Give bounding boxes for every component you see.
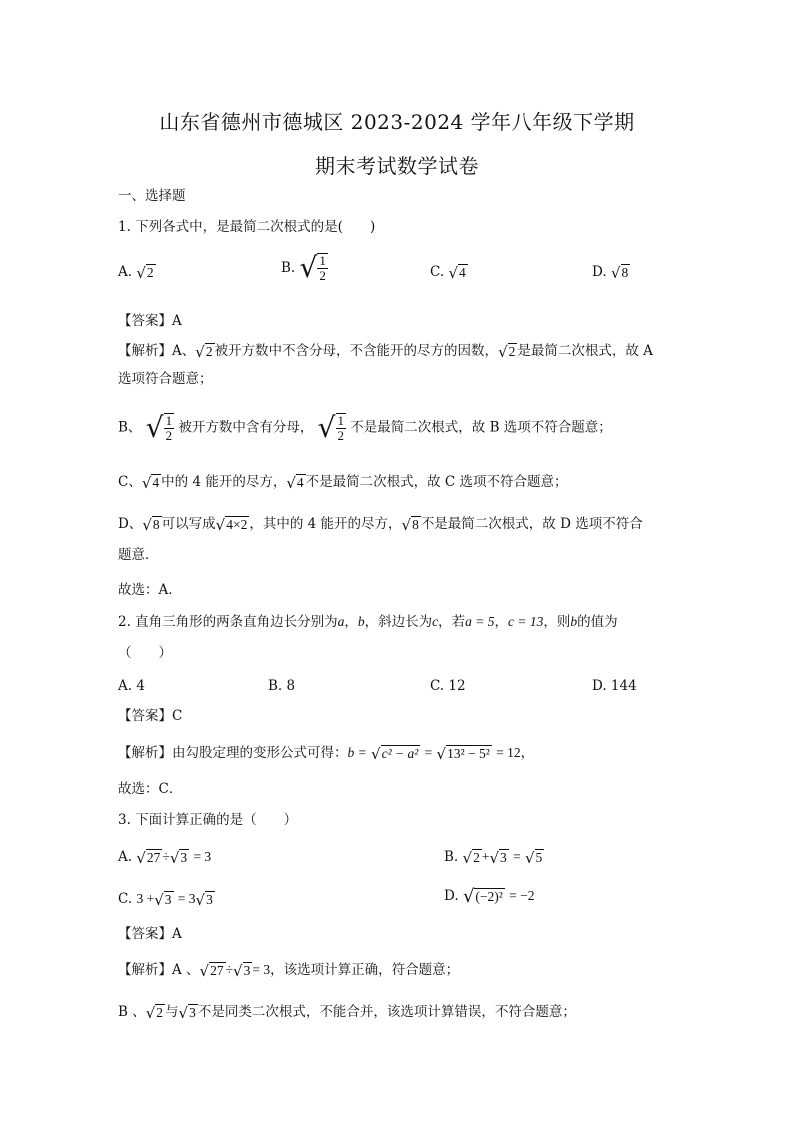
q2-option-d: D. 144 bbox=[592, 678, 637, 694]
q2-stem-paren: （ ） bbox=[118, 645, 172, 661]
q2-option-a: A. 4 bbox=[118, 678, 145, 694]
q1-option-a-label: A. bbox=[118, 264, 133, 280]
q1-explanation-a: 【解析】A、 √ 2 被开方数中不含分母，不含能开的尽方的因数， √ 2 是最简二次根式，故 A bbox=[118, 343, 653, 361]
q2-option-b: B. 8 bbox=[268, 678, 296, 694]
q2-option-c: C. 12 bbox=[430, 678, 466, 694]
q3-explanation-a: 【解析】A 、 √ 27 ÷ √ 3 = 3，该选项计算正确，符合题意； bbox=[118, 962, 460, 980]
q3-explanation-b: B 、 √ 2 与 √ 3 不是同类二次根式，不能合并，该选项计算错误，不符合题意； bbox=[118, 1004, 576, 1022]
q3-option-d: D. √ (−2)² = −2 bbox=[444, 886, 535, 907]
q1-explanation-a-cont: 选项符合题意； bbox=[118, 371, 213, 387]
q1-stem: 1. 下列各式中，是最简二次根式的是( ) bbox=[118, 219, 376, 235]
q1-option-d bbox=[592, 262, 630, 282]
q3-option-b: B. √ 2 + √ 3 = √ 5 bbox=[444, 849, 543, 867]
q1-answer: 【答案】A bbox=[118, 313, 182, 329]
sqrt-fraction-expression: √ $\frac{1}{2}$ bbox=[299, 251, 326, 284]
q1-explanation-d: D、 √ 8 可以写成 √ 4×2 ，其中的 4 能开的尽方， √ 8 不是最简二次根式，故 D 选项不符合 bbox=[118, 516, 643, 534]
q1-option-c bbox=[430, 262, 468, 282]
q3-option-a: A. √ 27 ÷ √ 3 = 3 bbox=[118, 849, 212, 867]
q1-explanation-c: C、 √ 4 中的 4 能开的尽方， √ 4 不是最简二次根式，故 C 选项不符合题意； bbox=[118, 474, 568, 492]
q3-answer: 【答案】A bbox=[118, 926, 182, 942]
q1-option-b bbox=[281, 253, 328, 283]
doc-title-line1: 山东省德州市德城区 2023-2024 学年八年级下学期 bbox=[159, 110, 635, 134]
q1-option-b-label: B. bbox=[281, 260, 296, 276]
q3-option-c: C. 3 + √ 3 = 3 √ 3 bbox=[118, 891, 213, 909]
q1-choose: 故选：A． bbox=[118, 582, 182, 598]
sqrt-expression: √ 2 bbox=[136, 264, 154, 282]
q2-stem: 2. 直角三角形的两条直角边长分别为a，b，斜边长为c，若a = 5，c = 13，则b的值为 bbox=[118, 614, 618, 630]
q2-choose: 故选：C． bbox=[118, 781, 183, 797]
q2-answer: 【答案】C bbox=[118, 708, 183, 724]
sqrt-expression: √ 8 bbox=[610, 264, 629, 282]
section-heading: 一、选择题 bbox=[118, 188, 186, 204]
q1-option-c-label: C. bbox=[430, 264, 445, 280]
q1-explanation-d-cont: 题意． bbox=[118, 547, 159, 563]
doc-title-line2: 期末考试数学试卷 bbox=[315, 154, 479, 178]
sqrt-expression: √ 4 bbox=[448, 264, 466, 282]
q1-explanation-b: B、 √ $\frac{1}{2}$ 被开方数中含有分母， √ $\frac{1}{2}$ 不是最简二次根式，故 B 选项不符合题意； bbox=[118, 410, 612, 444]
q3-stem: 3. 下面计算正确的是（ ） bbox=[118, 812, 298, 828]
q1-option-a bbox=[118, 262, 156, 282]
q1-option-d-label: D. bbox=[592, 264, 607, 280]
q2-explanation: 【解析】由勾股定理的变形公式可得：b = √ c² − a² = √ 13² − 5² = 12， bbox=[118, 745, 535, 763]
